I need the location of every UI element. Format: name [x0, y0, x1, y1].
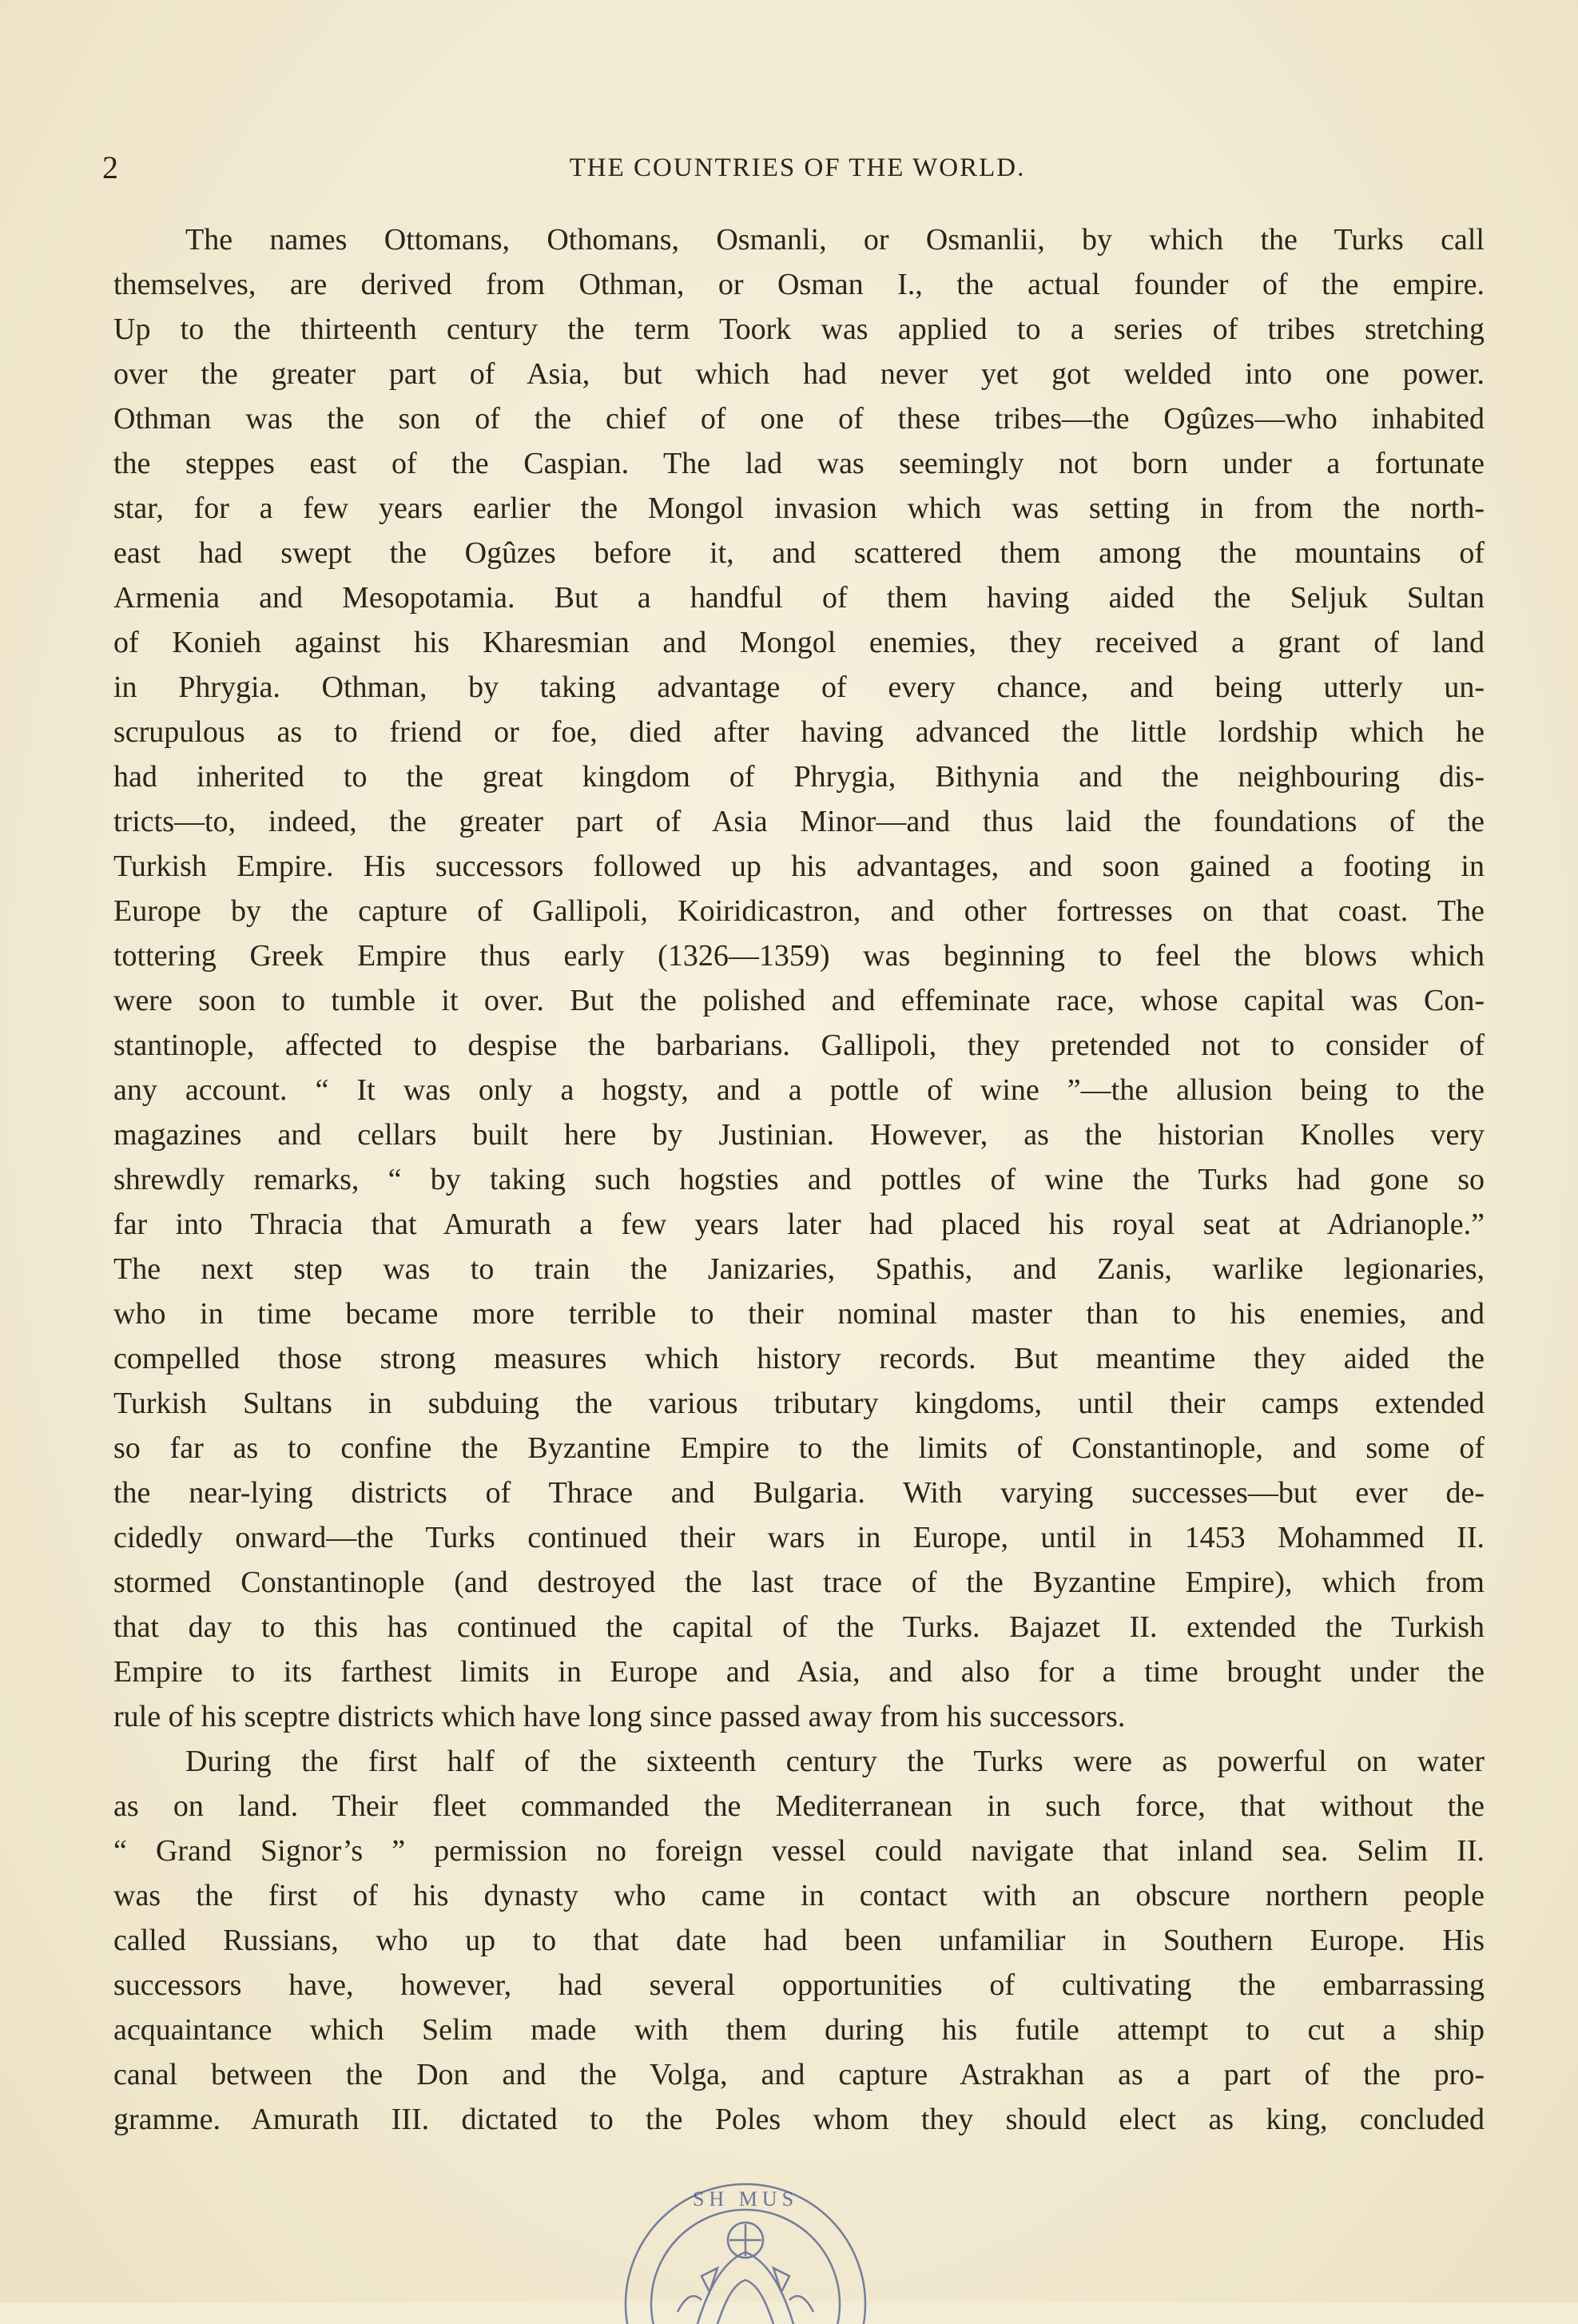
running-title: THE COUNTRIES OF THE WORLD.	[569, 153, 1026, 182]
text-line: stormed Constantinople (and destroyed the last trace of the Byzantine Empire), which from	[113, 1566, 1485, 1599]
text-line: Up to the thirteenth century the term Toork was applied to a series of tribes stretching	[113, 312, 1485, 346]
text-line: had inherited to the great kingdom of Phrygia, Bithynia and the neighbouring dis-	[113, 760, 1485, 794]
text-line: scrupulous as to friend or foe, died after having advanced the little lordship which he	[113, 715, 1485, 749]
text-line: gramme. Amurath III. dictated to the Poles whom they should elect as king, concluded	[113, 2103, 1485, 2136]
text-line: tricts—to, indeed, the greater part of Asia Minor—and thus laid the foundations of the	[113, 805, 1485, 838]
text-line: rule of his sceptre districts which have long since passed away from his successors.	[113, 1700, 1126, 1733]
text-line: as on land. Their fleet commanded the Mediterranean in such force, that without the	[113, 1789, 1485, 1823]
text-line: themselves, are derived from Othman, or Osman I., the actual founder of the empire.	[113, 268, 1485, 301]
text-line: the steppes east of the Caspian. The lad was seemingly not born under a fortunate	[113, 447, 1485, 480]
text-line: tottering Greek Empire thus early (1326—1359) was beginning to feel the blows which	[113, 939, 1485, 973]
text-line: canal between the Don and the Volga, and capture Astrakhan as a part of the pro-	[113, 2058, 1485, 2091]
text-line: magazines and cellars built here by Justinian. However, as the historian Knolles very	[113, 1118, 1485, 1152]
text-line: acquaintance which Selim made with them during his futile attempt to cut a ship	[113, 2013, 1485, 2047]
text-line: over the greater part of Asia, but which had never yet got welded into one power.	[113, 357, 1485, 391]
text-line: shrewdly remarks, “ by taking such hogsties and pottles of wine the Turks had gone so	[113, 1163, 1485, 1196]
text-line: compelled those strong measures which history records. But meantime they aided the	[113, 1342, 1485, 1375]
text-line: Turkish Empire. His successors followed up his advantages, and soon gained a footing in	[113, 850, 1485, 883]
page-number: 2	[102, 149, 118, 185]
text-line: Turkish Sultans in subduing the various tributary kingdoms, until their camps extended	[113, 1387, 1485, 1420]
text-line: so far as to confine the Byzantine Empire to the limits of Constantinople, and some of	[113, 1431, 1485, 1465]
text-line: of Konieh against his Kharesmian and Mongol enemies, they received a grant of land	[113, 626, 1485, 659]
text-line: called Russians, who up to that date had been unfamiliar in Southern Europe. His	[113, 1924, 1485, 1957]
text-line: in Phrygia. Othman, by taking advantage of every chance, and being utterly un-	[113, 671, 1485, 704]
running-head	[102, 148, 1493, 188]
text-line: Armenia and Mesopotamia. But a handful of them having aided the Seljuk Sultan	[113, 581, 1485, 615]
text-line: cidedly onward—the Turks continued their wars in Europe, until in 1453 Mohammed II.	[113, 1521, 1485, 1554]
text-line: stantinople, affected to despise the barbarians. Gallipoli, they pretended not to consider of	[113, 1029, 1485, 1062]
text-line: far into Thracia that Amurath a few years later had placed his royal seat at Adrianople.”	[113, 1208, 1485, 1241]
text-line: any account. “ It was only a hogsty, and a pottle of wine ”—the allusion being to the	[113, 1073, 1485, 1107]
text-line: The names Ottomans, Othomans, Osmanli, or Osmanlii, by which the Turks call	[185, 223, 1485, 257]
body-text	[113, 217, 1485, 2142]
text-line: the near-lying districts of Thrace and Bulgaria. With varying successes—but ever de-	[113, 1476, 1485, 1510]
text-line: Europe by the capture of Gallipoli, Koiridicastron, and other fortresses on that coast. The	[113, 894, 1485, 928]
stamp-text: SH MUS	[692, 2187, 799, 2211]
text-line: successors have, however, had several opportunities of cultivating the embarrassing	[113, 1968, 1485, 2002]
text-line: Empire to its farthest limits in Europe and Asia, and also for a time brought under the	[113, 1655, 1485, 1689]
library-stamp-icon	[622, 2164, 869, 2324]
text-line: During the first half of the sixteenth century the Turks were as powerful on water	[185, 1745, 1485, 1778]
text-line: was the first of his dynasty who came in contact with an obscure northern people	[113, 1879, 1485, 1912]
text-line: who in time became more terrible to their nominal master than to his enemies, and	[113, 1297, 1485, 1331]
text-line: Othman was the son of the chief of one of these tribes—the Ogûzes—who inhabited	[113, 402, 1485, 436]
text-line: “ Grand Signor’s ” permission no foreign vessel could navigate that inland sea. Selim II.	[113, 1834, 1485, 1868]
text-line: star, for a few years earlier the Mongol invasion which was setting in from the north-	[113, 491, 1485, 525]
text-line: east had swept the Ogûzes before it, and scattered them among the mountains of	[113, 536, 1485, 570]
text-line: that day to this has continued the capital of the Turks. Bajazet II. extended the Turkish	[113, 1610, 1485, 1644]
text-line: The next step was to train the Janizaries, Spathis, and Zanis, warlike legionaries,	[113, 1252, 1485, 1286]
text-line: were soon to tumble it over. But the polished and effeminate race, whose capital was Con-	[113, 984, 1485, 1017]
